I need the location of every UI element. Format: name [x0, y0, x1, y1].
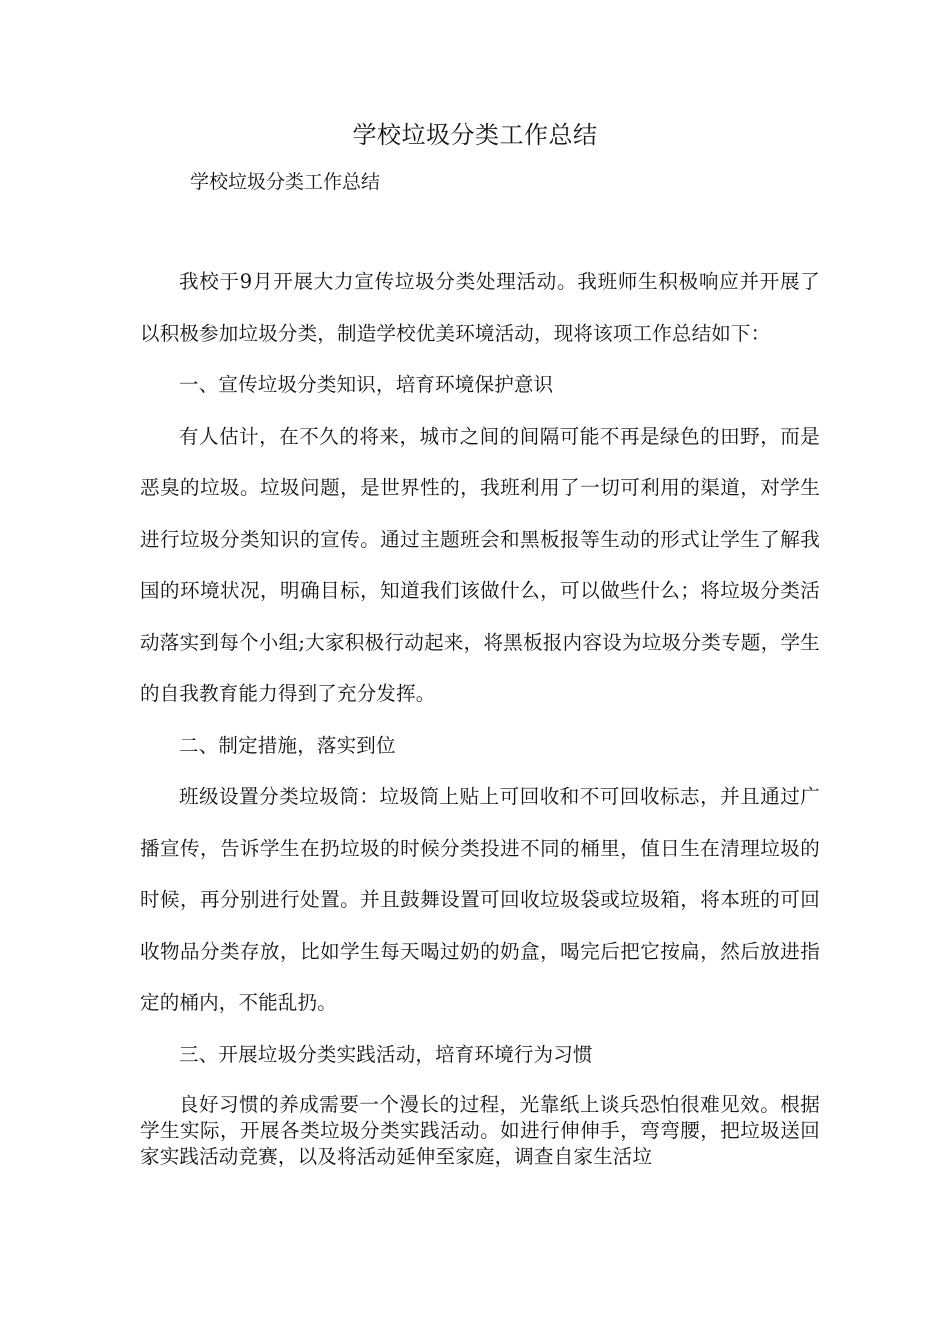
section-paragraph-3: 良好习惯的养成需要一个漫长的过程，光靠纸上谈兵恐怕很难见效。根据学生实际，开展各类垃圾分类实践活动。如进行伸伸手，弯弯腰，把垃圾送回家实践活动竞赛，以及将活动延伸至家庭，调查自家生活垃 — [140, 1093, 820, 1168]
section-paragraph-2: 班级设置分类垃圾筒：垃圾筒上贴上可回收和不可回收标志，并且通过广播宣传，告诉学生在扔垃圾的时候分类投进不同的桶里，值日生在清理垃圾的时候，再分别进行处置。并且鼓舞设置可回收垃圾袋或垃圾箱，将本班的可回收物品分类存放，比如学生每天喝过奶的奶盒，喝完后把它按扁，然后放进指定的桶内，不能乱扔。 — [140, 785, 820, 1014]
section-paragraph-1: 有人估计，在不久的将来，城市之间的间隔可能不再是绿色的田野，而是恶臭的垃圾。垃圾问题，是世界性的，我班利用了一切可利用的渠道，对学生进行垃圾分类知识的宣传。通过主题班会和黑板报等生动的形式让学生了解我国的环境状况，明确目标，知道我们该做什么，可以做些什么；将垃圾分类活动落实到每个小组;大家积极行动起来，将黑板报内容设为垃圾分类专题，学生的自我教育能力得到了充分发挥。 — [140, 424, 820, 705]
document-title: 学校垃圾分类工作总结 — [352, 121, 598, 149]
section-heading-3: 三、开展垃圾分类实践活动，培育环境行为习惯 — [179, 1042, 593, 1066]
document-subtitle: 学校垃圾分类工作总结 — [190, 171, 381, 193]
intro-paragraph: 我校于9月开展大力宣传垃圾分类处理活动。我班师生积极响应并开展了以积极参加垃圾分类，制造学校优美环境活动，现将该项工作总结如下： — [140, 270, 820, 345]
document-body — [140, 256, 820, 1170]
section-heading-2: 二、制定措施，落实到位 — [179, 733, 396, 757]
section-heading-1: 一、宣传垃圾分类知识，培育环境保护意识 — [179, 373, 554, 396]
